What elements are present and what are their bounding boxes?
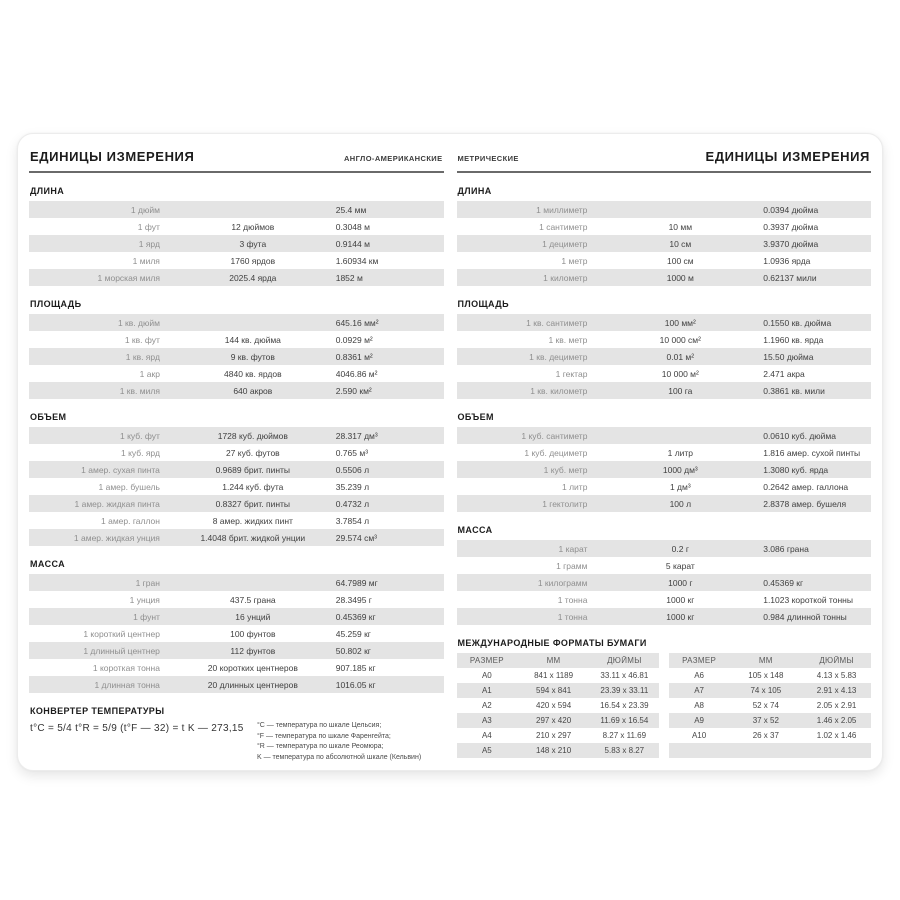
table-row bbox=[457, 365, 872, 382]
value-cell: 45.259 кг bbox=[335, 628, 371, 639]
value-cell: 3.086 грана bbox=[763, 543, 809, 554]
equiv-cell: 1000 г bbox=[668, 577, 693, 588]
equiv-cell: 1000 дм³ bbox=[662, 464, 698, 475]
value-cell: 0.62137 мили bbox=[763, 272, 817, 283]
unit-cell: 1 амер. бушель bbox=[98, 481, 160, 492]
table-row bbox=[457, 574, 872, 591]
paper-size-cell: A5 bbox=[481, 746, 492, 755]
equiv-cell: 1000 м bbox=[666, 272, 694, 283]
value-cell: 0.765 м³ bbox=[335, 447, 369, 458]
anglo-american-label: АНГЛО-АМЕРИКАНСКИЕ bbox=[343, 154, 443, 163]
table-row bbox=[29, 365, 444, 382]
value-cell: 0.2642 амер. галлона bbox=[763, 481, 849, 492]
table-row bbox=[29, 252, 444, 269]
paper-size-cell: A7 bbox=[694, 686, 704, 695]
unit-cell: 1 карат bbox=[558, 543, 588, 554]
paper-table-row bbox=[457, 668, 659, 683]
paper-table-header bbox=[669, 653, 871, 668]
section-temperature-converter bbox=[29, 706, 444, 763]
unit-cell: 1 ярд bbox=[138, 238, 160, 249]
table-row bbox=[457, 269, 872, 286]
section-title: МАССА bbox=[457, 525, 493, 535]
conversion-table bbox=[457, 314, 872, 399]
paper-size-cell: A8 bbox=[694, 701, 704, 710]
value-cell: 4046.86 м² bbox=[335, 368, 378, 379]
value-cell: 907.185 кг bbox=[335, 662, 376, 673]
paper-size-cell: A1 bbox=[481, 686, 492, 695]
value-cell: 0.3048 м bbox=[335, 221, 370, 232]
header-rule bbox=[457, 171, 872, 173]
paper-size-cell: A4 bbox=[481, 731, 492, 740]
value-cell: 64.7989 мг bbox=[335, 577, 378, 588]
section-title: ОБЪЕМ bbox=[30, 412, 67, 422]
legend-line: °C — температура по шкале Цельсия; bbox=[256, 722, 382, 729]
unit-cell: 1 куб. ярд bbox=[120, 447, 160, 458]
value-cell: 0.45369 кг bbox=[763, 577, 804, 588]
paper-size-cell: A3 bbox=[481, 716, 492, 725]
paper-inches-header: ДЮЙМЫ bbox=[819, 656, 854, 665]
paper-size-cell: A10 bbox=[691, 731, 707, 740]
table-row bbox=[29, 235, 444, 252]
value-cell: 2.590 км² bbox=[335, 385, 372, 396]
paper-inches-cell: 1.46 x 2.05 bbox=[816, 716, 857, 725]
table-row bbox=[29, 348, 444, 365]
table-row bbox=[457, 591, 872, 608]
paper-mm-cell: 210 x 297 bbox=[536, 731, 572, 740]
paper-mm-cell: 841 x 1189 bbox=[534, 671, 574, 680]
equiv-cell: 100 фунтов bbox=[230, 628, 276, 639]
value-cell: 0.0394 дюйма bbox=[763, 204, 819, 215]
unit-cell: 1 килограмм bbox=[537, 577, 588, 588]
equiv-cell: 1000 кг bbox=[666, 611, 695, 622]
unit-cell: 1 куб. сантиметр bbox=[521, 430, 588, 441]
paper-mm-header: ММ bbox=[758, 656, 773, 665]
paper-mm-cell: 52 x 74 bbox=[752, 701, 779, 710]
unit-cell: 1 кв. дюйм bbox=[117, 317, 160, 328]
section-mass bbox=[29, 559, 444, 693]
equiv-cell: 1 дм³ bbox=[669, 481, 691, 492]
section-paper-formats bbox=[457, 638, 872, 758]
table-row bbox=[457, 382, 872, 399]
paper-size-header: РАЗМЕР bbox=[469, 656, 504, 665]
table-row bbox=[29, 201, 444, 218]
paper-inches-cell: 16.54 x 23.39 bbox=[600, 701, 649, 710]
section-title: МАССА bbox=[30, 559, 66, 569]
table-row bbox=[457, 201, 872, 218]
paper-table-row bbox=[457, 713, 659, 728]
equiv-cell: 112 фунтов bbox=[230, 645, 276, 656]
table-row bbox=[29, 642, 444, 659]
conversion-table bbox=[457, 540, 872, 625]
unit-cell: 1 гектар bbox=[555, 368, 588, 379]
equiv-cell: 9 кв. футов bbox=[230, 351, 275, 362]
unit-cell: 1 фунт bbox=[133, 611, 160, 622]
equiv-cell: 10 мм bbox=[668, 221, 693, 232]
equiv-cell: 144 кв. дюйма bbox=[224, 334, 281, 345]
section-title: ПЛОЩАДЬ bbox=[457, 299, 509, 309]
table-row bbox=[29, 574, 444, 591]
temperature-body bbox=[29, 721, 444, 763]
equiv-cell: 1.4048 брит. жидкой унции bbox=[200, 532, 306, 543]
value-cell: 0.3861 кв. мили bbox=[763, 385, 825, 396]
value-cell: 0.0610 куб. дюйма bbox=[763, 430, 836, 441]
equiv-cell: 16 унций bbox=[235, 611, 271, 622]
table-row bbox=[29, 444, 444, 461]
section-title: ПЛОЩАДЬ bbox=[30, 299, 82, 309]
conversion-table bbox=[29, 314, 444, 399]
conversion-table bbox=[29, 201, 444, 286]
paper-table-header bbox=[457, 653, 659, 668]
equiv-cell: 100 га bbox=[668, 385, 693, 396]
unit-cell: 1 километр bbox=[543, 272, 588, 283]
unit-cell: 1 кв. ярд bbox=[125, 351, 160, 362]
paper-table-row bbox=[669, 683, 871, 698]
paper-mm-cell: 148 x 210 bbox=[536, 746, 572, 755]
unit-cell: 1 гектолитр bbox=[542, 498, 588, 509]
equiv-cell: 5 карат bbox=[665, 560, 695, 571]
conversion-table bbox=[457, 201, 872, 286]
value-cell: 645.16 мм² bbox=[335, 317, 379, 328]
paper-inches-cell: 11.69 x 16.54 bbox=[600, 716, 649, 725]
value-cell: 3.9370 дюйма bbox=[763, 238, 819, 249]
equiv-cell: 0.8327 брит. пинты bbox=[215, 498, 291, 509]
equiv-cell: 1 литр bbox=[667, 447, 694, 458]
table-row bbox=[29, 608, 444, 625]
left-page bbox=[29, 147, 444, 761]
unit-cell: 1 амер. жидкая пинта bbox=[74, 498, 160, 509]
unit-cell: 1 гран bbox=[135, 577, 160, 588]
equiv-cell: 640 акров bbox=[233, 385, 273, 396]
paper-format-tables bbox=[457, 653, 872, 758]
table-row bbox=[29, 495, 444, 512]
value-cell: 1.1960 кв. ярда bbox=[763, 334, 824, 345]
table-row bbox=[457, 540, 872, 557]
table-row bbox=[457, 348, 872, 365]
unit-cell: 1 кв. километр bbox=[530, 385, 588, 396]
unit-cell: 1 унция bbox=[129, 594, 160, 605]
value-cell: 2.8378 амер. бушеля bbox=[763, 498, 847, 509]
value-cell: 1852 м bbox=[335, 272, 363, 283]
value-cell: 15.50 дюйма bbox=[763, 351, 814, 362]
table-row bbox=[457, 495, 872, 512]
paper-size-cell: A2 bbox=[481, 701, 492, 710]
table-row bbox=[457, 608, 872, 625]
table-row bbox=[457, 427, 872, 444]
equiv-cell: 2025.4 ярда bbox=[229, 272, 277, 283]
paper-inches-cell: 2.05 x 2.91 bbox=[816, 701, 857, 710]
table-row bbox=[457, 218, 872, 235]
equiv-cell: 0.01 м² bbox=[666, 351, 695, 362]
unit-cell: 1 амер. жидкая унция bbox=[73, 532, 160, 543]
unit-cell: 1 тонна bbox=[557, 611, 588, 622]
table-row bbox=[29, 591, 444, 608]
paper-size-cell: A9 bbox=[694, 716, 704, 725]
table-row bbox=[457, 235, 872, 252]
equiv-cell: 20 коротких центнеров bbox=[207, 662, 298, 673]
unit-cell: 1 дециметр bbox=[542, 238, 588, 249]
section-length bbox=[29, 186, 444, 286]
unit-cell: 1 дюйм bbox=[130, 204, 160, 215]
legend-line: °F — температура по шкале Фаренгейта; bbox=[256, 732, 391, 740]
paper-table-row bbox=[457, 683, 659, 698]
unit-cell: 1 куб. фут bbox=[120, 430, 160, 441]
paper-table-row bbox=[669, 668, 871, 683]
value-cell: 0.1550 кв. дюйма bbox=[763, 317, 832, 328]
unit-cell: 1 сантиметр bbox=[539, 221, 588, 232]
equiv-cell: 3 фута bbox=[239, 238, 267, 249]
unit-cell: 1 кв. метр bbox=[548, 334, 588, 345]
paper-inches-cell: 4.13 x 5.83 bbox=[816, 671, 857, 680]
unit-cell: 1 амер. галлон bbox=[101, 515, 160, 526]
value-cell: 1.3080 куб. ярда bbox=[763, 464, 829, 475]
paper-mm-cell: 297 x 420 bbox=[536, 716, 572, 725]
paper-mm-cell: 74 x 105 bbox=[750, 686, 782, 695]
value-cell: 0.45369 кг bbox=[335, 611, 376, 622]
section-title: ДЛИНА bbox=[457, 186, 492, 196]
table-row bbox=[29, 529, 444, 546]
paper-inches-cell: 2.91 x 4.13 bbox=[816, 686, 857, 695]
table-row bbox=[457, 557, 872, 574]
conversion-table bbox=[29, 574, 444, 693]
value-cell: 1.1023 короткой тонны bbox=[763, 594, 853, 605]
table-row bbox=[29, 218, 444, 235]
section-volume bbox=[457, 412, 872, 512]
value-cell: 2.471 акра bbox=[763, 368, 805, 379]
unit-cell: 1 акр bbox=[139, 368, 160, 379]
paper-table-row bbox=[457, 728, 659, 743]
table-row bbox=[29, 461, 444, 478]
unit-cell: 1 куб. метр bbox=[543, 464, 588, 475]
paper-table-row bbox=[669, 713, 871, 728]
paper-inches-cell: 33.11 x 46.81 bbox=[600, 671, 649, 680]
value-cell: 35.239 л bbox=[335, 481, 370, 492]
paper-mm-cell: 37 x 52 bbox=[752, 716, 779, 725]
paper-inches-cell: 1.02 x 1.46 bbox=[816, 731, 857, 740]
unit-cell: 1 кв. дециметр bbox=[529, 351, 588, 362]
table-row bbox=[29, 676, 444, 693]
equiv-cell: 10 000 м² bbox=[661, 368, 699, 379]
value-cell: 25.4 мм bbox=[335, 204, 367, 215]
value-cell: 0.0929 м² bbox=[335, 334, 373, 345]
temperature-formula: t°C = 5/4 t°R = 5/9 (t°F — 32) = t K — 273,15 bbox=[30, 723, 244, 734]
section-length bbox=[457, 186, 872, 286]
value-cell: 0.984 длинной тонны bbox=[763, 611, 847, 622]
section-title: ДЛИНА bbox=[30, 186, 65, 196]
table-row bbox=[29, 478, 444, 495]
table-row bbox=[29, 625, 444, 642]
header-rule bbox=[29, 171, 444, 173]
unit-cell: 1 фут bbox=[137, 221, 160, 232]
paper-mm-cell: 420 x 594 bbox=[536, 701, 572, 710]
left-sections bbox=[29, 186, 444, 693]
table-row bbox=[29, 331, 444, 348]
value-cell: 1.0936 ярда bbox=[763, 255, 811, 266]
unit-cell: 1 тонна bbox=[557, 594, 588, 605]
unit-cell: 1 миля bbox=[132, 255, 160, 266]
legend-line: K — температура по абсолютной шкале (Кельвин) bbox=[256, 753, 422, 761]
unit-cell: 1 миллиметр bbox=[536, 204, 588, 215]
section-area bbox=[457, 299, 872, 399]
table-row bbox=[457, 478, 872, 495]
paper-size-cell: A0 bbox=[481, 671, 492, 680]
equiv-cell: 1760 ярдов bbox=[230, 255, 276, 266]
equiv-cell: 8 амер. жидких пинт bbox=[212, 515, 293, 526]
equiv-cell: 12 дюймов bbox=[231, 221, 275, 232]
value-cell: 28.317 дм³ bbox=[335, 430, 378, 441]
right-page-header bbox=[457, 147, 872, 164]
equiv-cell: 1.244 куб. фута bbox=[222, 481, 284, 492]
unit-cell: 1 длинная тонна bbox=[94, 679, 160, 690]
unit-cell: 1 морская миля bbox=[97, 272, 160, 283]
section-title: ОБЪЕМ bbox=[457, 412, 494, 422]
unit-cell: 1 кв. фут bbox=[124, 334, 160, 345]
unit-cell: 1 куб. дециметр bbox=[524, 447, 588, 458]
paper-table-row bbox=[457, 743, 659, 758]
value-cell: 29.574 см³ bbox=[335, 532, 378, 543]
unit-cell: 1 метр bbox=[561, 255, 588, 266]
unit-cell: 1 кв. сантиметр bbox=[526, 317, 588, 328]
left-page-title: ЕДИНИЦЫ ИЗМЕРЕНИЯ bbox=[30, 149, 195, 164]
unit-cell: 1 кв. миля bbox=[119, 385, 160, 396]
section-title: МЕЖДУНАРОДНЫЕ ФОРМАТЫ БУМАГИ bbox=[457, 638, 647, 648]
equiv-cell: 0.9689 брит. пинты bbox=[215, 464, 291, 475]
section-mass bbox=[457, 525, 872, 625]
equiv-cell: 4840 кв. ярдов bbox=[224, 368, 282, 379]
right-sections bbox=[457, 186, 872, 625]
paper-inches-cell: 5.83 x 8.27 bbox=[604, 746, 645, 755]
equiv-cell: 100 см bbox=[667, 255, 694, 266]
table-row bbox=[457, 331, 872, 348]
value-cell: 1.60934 км bbox=[335, 255, 379, 266]
equiv-cell: 10 000 см² bbox=[659, 334, 701, 345]
conversion-table bbox=[29, 427, 444, 546]
paper-inches-cell: 23.39 x 33.11 bbox=[600, 686, 649, 695]
unit-cell: 1 длинный центнер bbox=[83, 645, 160, 656]
table-row bbox=[29, 659, 444, 676]
paper-size-cell: A6 bbox=[694, 671, 704, 680]
equiv-cell: 0.2 г bbox=[671, 543, 689, 554]
notebook-reference-page bbox=[17, 133, 883, 771]
paper-mm-cell: 26 x 37 bbox=[752, 731, 779, 740]
table-row bbox=[29, 512, 444, 529]
metric-label: МЕТРИЧЕСКИЕ bbox=[457, 154, 519, 163]
value-cell: 0.9144 м bbox=[335, 238, 370, 249]
equiv-cell: 27 куб. футов bbox=[225, 447, 280, 458]
equiv-cell: 437.5 грана bbox=[230, 594, 276, 605]
section-volume bbox=[29, 412, 444, 546]
paper-mm-header: ММ bbox=[546, 656, 561, 665]
paper-size-header: РАЗМЕР bbox=[682, 656, 717, 665]
equiv-cell: 10 см bbox=[669, 238, 692, 249]
section-title: КОНВЕРТЕР ТЕМПЕРАТУРЫ bbox=[30, 706, 165, 716]
table-row bbox=[457, 252, 872, 269]
paper-table-row bbox=[669, 743, 871, 758]
paper-table-a0-a5 bbox=[457, 653, 659, 758]
unit-cell: 1 грамм bbox=[556, 560, 588, 571]
right-page-title: ЕДИНИЦЫ ИЗМЕРЕНИЯ bbox=[705, 149, 870, 164]
unit-cell: 1 амер. сухая пинта bbox=[81, 464, 160, 475]
paper-mm-cell: 594 x 841 bbox=[536, 686, 572, 695]
paper-mm-cell: 105 x 148 bbox=[748, 671, 784, 680]
unit-cell: 1 литр bbox=[562, 481, 588, 492]
value-cell: 0.3937 дюйма bbox=[763, 221, 819, 232]
left-page-header bbox=[29, 147, 444, 164]
paper-table-row bbox=[669, 728, 871, 743]
conversion-table bbox=[457, 427, 872, 512]
temperature-legend bbox=[257, 721, 421, 763]
table-row bbox=[29, 269, 444, 286]
equiv-cell: 20 длинных центнеров bbox=[207, 679, 298, 690]
equiv-cell: 1728 куб. дюймов bbox=[217, 430, 288, 441]
value-cell: 28.3495 г bbox=[335, 594, 372, 605]
right-page bbox=[457, 147, 872, 757]
legend-line: °R — температура по шкале Реомюра; bbox=[256, 743, 384, 750]
unit-cell: 1 короткий центнер bbox=[83, 628, 160, 639]
paper-table-row bbox=[457, 698, 659, 713]
table-row bbox=[29, 427, 444, 444]
equiv-cell: 100 мм² bbox=[664, 317, 696, 328]
equiv-cell: 1000 кг bbox=[666, 594, 695, 605]
value-cell: 1016.05 кг bbox=[335, 679, 376, 690]
value-cell: 50.802 кг bbox=[335, 645, 371, 656]
value-cell: 0.5506 л bbox=[335, 464, 370, 475]
paper-table-row bbox=[669, 698, 871, 713]
paper-inches-cell: 8.27 x 11.69 bbox=[602, 731, 647, 740]
table-row bbox=[457, 461, 872, 478]
paper-inches-header: ДЮЙМЫ bbox=[607, 656, 642, 665]
table-row bbox=[29, 314, 444, 331]
value-cell: 3.7854 л bbox=[335, 515, 370, 526]
table-row bbox=[457, 314, 872, 331]
value-cell: 0.4732 л bbox=[335, 498, 370, 509]
value-cell: 0.8361 м² bbox=[335, 351, 373, 362]
equiv-cell: 100 л bbox=[669, 498, 692, 509]
unit-cell: 1 короткая тонна bbox=[92, 662, 160, 673]
paper-table-a6-a10 bbox=[669, 653, 871, 758]
value-cell: 1.816 амер. сухой пинты bbox=[763, 447, 861, 458]
table-row bbox=[457, 444, 872, 461]
section-area bbox=[29, 299, 444, 399]
table-row bbox=[29, 382, 444, 399]
